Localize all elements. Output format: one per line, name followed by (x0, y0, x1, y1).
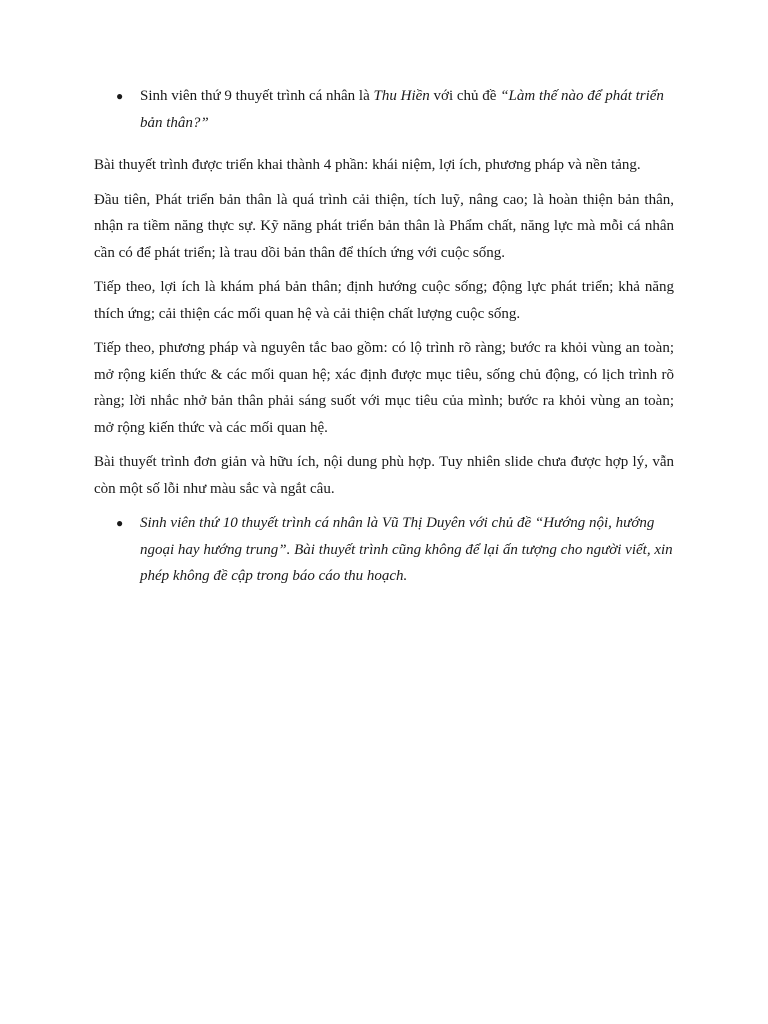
bullet-prefix-text: Sinh viên thứ 9 thuyết trình cá nhân là (140, 88, 374, 104)
paragraph-definition: Đầu tiên, Phát triển bản thân là quá trình cải thiện, tích luỹ, nâng cao; là hoàn thiện bản thân, nhận ra tiềm năng thực sự. Kỹ năng phát triển bản thân là Phẩm chất, năng lực mà mỗi cá nhân cần có để phát triển; là trau dồi bản thân để thích ứng với cuộc sống. (94, 191, 674, 261)
bullet-item-student-9 (94, 83, 674, 136)
paragraph-benefits: Tiếp theo, lợi ích là khám phá bản thân; định hướng cuộc sống; động lực phát triển; khả năng thích ứng; cải thiện các mối quan hệ và cải thiện chất lượng cuộc sống. (94, 279, 674, 322)
bullet-middle-text: với chủ đề (429, 88, 501, 104)
document-body (94, 83, 674, 590)
presentation-topic: “Làm thế nào để phát triển bản thân?” (140, 88, 664, 131)
bullet-icon: ● (116, 89, 124, 103)
bullet-item-student-10 (94, 510, 674, 590)
bullet-text: Sinh viên thứ 10 thuyết trình cá nhân là Vũ Thị Duyên với chủ đề “Hướng nội, hướng ngoại hay hướng trung”. Bài thuyết trình cũng không để lại ấn tượng cho người viết, xin phép không đề cập trong báo cáo thu hoạch. (140, 515, 673, 584)
presenter-name: Thu Hiền (373, 88, 430, 104)
paragraph-evaluation: Bài thuyết trình đơn giản và hữu ích, nội dung phù hợp. Tuy nhiên slide chưa được hợp lý, vẫn còn một số lỗi như màu sắc và ngắt câu. (94, 454, 674, 497)
paragraph-methods: Tiếp theo, phương pháp và nguyên tắc bao gồm: có lộ trình rõ ràng; bước ra khỏi vùng an toàn; mở rộng kiến thức & các mối quan hệ; xác định được mục tiêu, sống chủ động, có lịch trình rõ ràng; lời nhắc nhở bản thân phải sáng suốt với mục tiêu của mình; bước ra khỏi vùng an toàn; mở rộng kiến thức và các mối quan hệ. (94, 340, 674, 436)
paragraph-overview: Bài thuyết trình được triển khai thành 4 phần: khái niệm, lợi ích, phương pháp và nền tảng. (94, 157, 641, 173)
bullet-icon: ● (116, 516, 124, 530)
